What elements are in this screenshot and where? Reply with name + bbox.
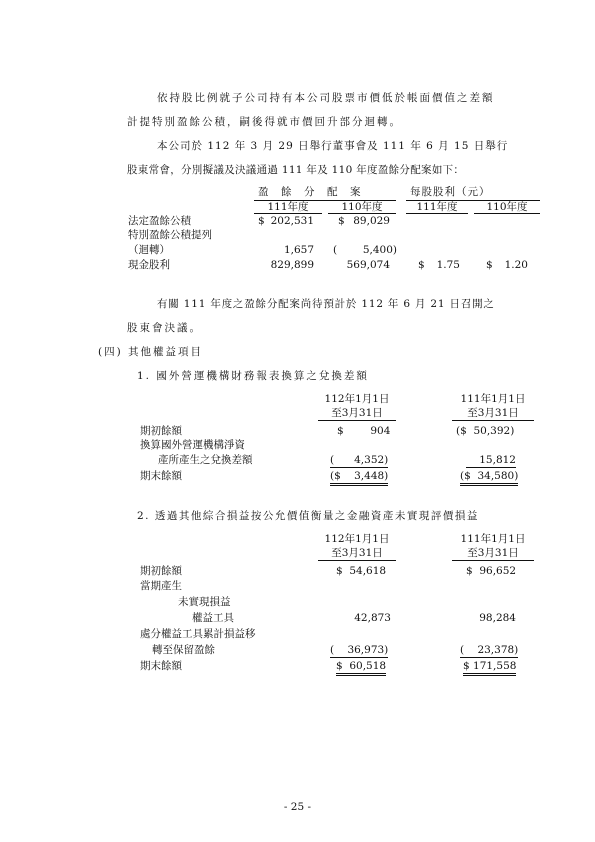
table-title: 1. 國外營運機構財務報表換算之兌換差額 (137, 370, 369, 382)
row-label: 權益工具 (192, 612, 234, 624)
dist-col-y111: 111年度 (267, 201, 309, 213)
row-value: $ 60,518 (336, 659, 386, 676)
row-value: 202,531 (270, 215, 314, 227)
row-currency: $ (258, 215, 265, 227)
dist-col-d110: 110年度 (486, 201, 528, 213)
row-value: 1.20 (504, 259, 528, 271)
row-label: （迴轉） (128, 244, 170, 256)
row-value: $ 171,558 (463, 659, 516, 676)
col2-header-sub: 至3月31日 (467, 407, 519, 419)
row-currency: $ (418, 259, 425, 271)
col1-header: 112年1月1日 (324, 393, 390, 405)
row-value: 829,899 (270, 259, 314, 271)
intro-p1-line1: 依持股比例就子公司持有本公司股票市價低於帳面價值之差額 (157, 92, 495, 104)
row-value: 98,284 (479, 612, 516, 624)
row-label: 期末餘額 (140, 470, 182, 482)
page-number: - 25 - (283, 801, 312, 813)
row-currency: $ (486, 259, 493, 271)
col1-header-sub: 至3月31日 (331, 407, 383, 419)
row-value: 5,400) (362, 244, 397, 256)
row-label: 期末餘額 (140, 660, 182, 672)
row-value: ($ 50,392) (456, 425, 515, 437)
row-value: $ 96,652 (466, 565, 517, 577)
row-value: ($ 34,580) (460, 469, 518, 486)
header-rule (452, 560, 534, 561)
dist-header-right: 每股股利（元） (410, 186, 491, 198)
row-value: $ 54,618 (336, 565, 387, 577)
dist-col-y110: 110年度 (341, 201, 383, 213)
header-rule (318, 420, 396, 421)
row-label: 法定盈餘公積 (128, 215, 191, 227)
row-label: 期初餘額 (140, 565, 182, 577)
intro-p2-line1: 本公司於 112 年 3 月 29 日舉行董事會及 111 年 6 月 15 日舉行 (157, 140, 509, 152)
dist-header-left: 盈 餘 分 配 案 (258, 186, 362, 198)
row-label: 現金股利 (128, 259, 170, 271)
row-label: 期初餘額 (140, 425, 182, 437)
header-rule (452, 420, 534, 421)
row-value: 42,873 (354, 612, 391, 624)
row-label: 處分權益工具累計損益移 (140, 628, 256, 640)
row-label: 產所產生之兌換差額 (158, 454, 253, 466)
note-line1: 有關 111 年度之盈餘分配案尚待預計於 112 年 6 月 21 日召開之 (157, 298, 495, 310)
dist-col-d111: 111年度 (416, 201, 458, 213)
row-value: $ 904 (337, 425, 391, 437)
table-title: 2. 透過其他綜合損益按公允價值衡量之金融資產未實現評價損益 (137, 510, 479, 522)
col1-header: 112年1月1日 (324, 533, 390, 545)
row-value: ( 23,378) (460, 644, 519, 656)
row-label: 當期產生 (140, 580, 182, 592)
col2-header-sub: 至3月31日 (467, 547, 519, 559)
row-value: 89,029 (353, 215, 390, 227)
row-value: ( 36,973) (330, 644, 389, 656)
intro-p2-line2: 股東常會，分別擬議及決議通過 111 年及 110 年度盈餘分配案如下： (127, 164, 465, 176)
row-value: 569,074 (346, 259, 390, 271)
row-value: 15,812 (466, 453, 516, 468)
header-rule (318, 560, 396, 561)
row-value: 1,657 (283, 244, 314, 256)
row-value: ($ 3,448) (330, 469, 388, 486)
row-value: ( 4,352) (330, 454, 389, 466)
note-line2: 股東會決議。 (127, 322, 202, 334)
row-currency: ( (333, 244, 338, 256)
dist-col-rule (406, 213, 468, 214)
col1-header-sub: 至3月31日 (331, 547, 383, 559)
row-currency: $ (338, 215, 345, 227)
section-title: (四) 其他權益項目 (98, 346, 204, 358)
intro-p1-line2: 計提特別盈餘公積，嗣後得就市價回升部分迴轉。 (127, 116, 402, 128)
dist-col-rule (474, 213, 540, 214)
row-label: 特別盈餘公積提列 (128, 229, 212, 241)
row-value: 1.75 (436, 259, 460, 271)
col2-header: 111年1月1日 (460, 393, 526, 405)
row-label: 換算國外營運機構淨資 (140, 439, 245, 451)
row-label: 未實現損益 (178, 596, 231, 608)
row-label: 轉至保留盈餘 (152, 644, 215, 656)
col2-header: 111年1月1日 (460, 533, 526, 545)
